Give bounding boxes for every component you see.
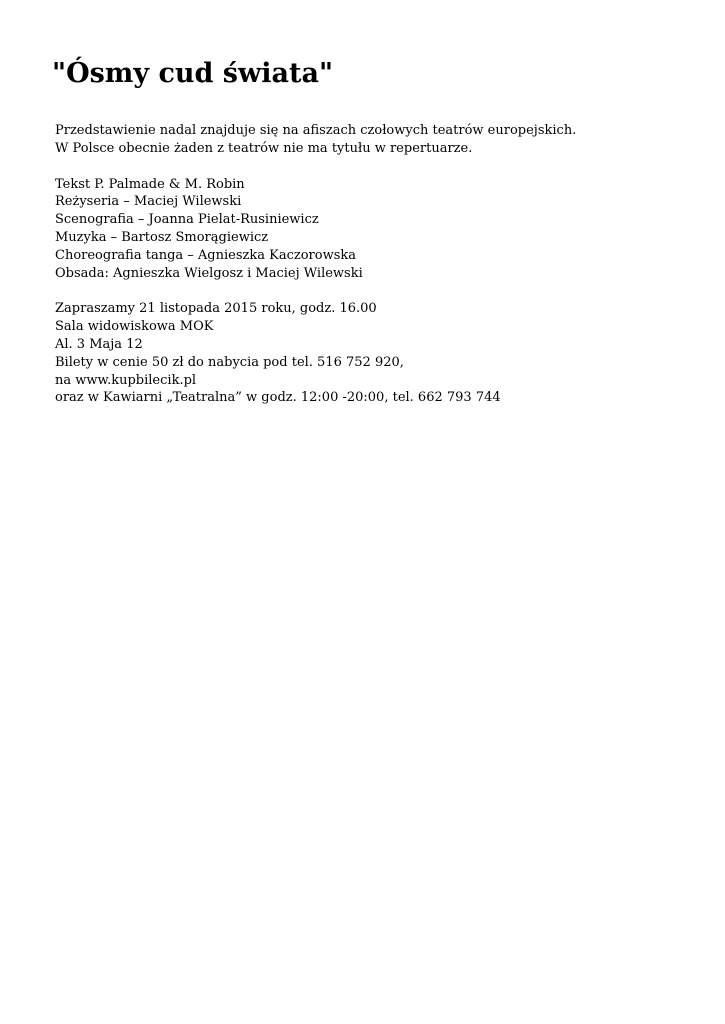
event-venue: Sala widowiskowa MOK <box>55 319 214 335</box>
intro-line-1: Przedstawienie nadal znajduje się na afiszach czołowych teatrów europejskich. <box>55 123 577 138</box>
intro-paragraph <box>55 122 695 158</box>
credit-choreography: Choreografia tanga – Agnieszka Kaczorowska <box>55 247 357 263</box>
event-address: Al. 3 Maja 12 <box>55 336 143 352</box>
credit-text: Tekst P. Palmade & M. Robin <box>55 176 245 192</box>
event-date: Zapraszamy 21 listopada 2015 roku, godz. 16.00 <box>55 301 377 317</box>
intro-line-2: W Polsce obecnie żaden z teatrów nie ma tytułu w repertuarze. <box>55 140 473 156</box>
credit-direction: Reżyseria – Maciej Wilewski <box>55 194 242 210</box>
credits-paragraph <box>55 176 695 283</box>
ticket-website: na www.kupbilecik.pl <box>55 372 197 388</box>
ticket-price: Bilety w cenie 50 zł do nabycia pod tel. 516 752 920, <box>55 354 404 370</box>
event-info-paragraph <box>55 300 695 407</box>
credit-cast: Obsada: Agnieszka Wielgosz i Maciej Wilewski <box>55 265 363 281</box>
credit-scenography: Scenografia – Joanna Pielat-Rusiniewicz <box>55 212 319 228</box>
document-body <box>55 122 695 425</box>
page-title: "Ósmy cud świata" <box>52 58 334 89</box>
credit-music: Muzyka – Bartosz Smorągiewicz <box>55 229 269 245</box>
ticket-cafe: oraz w Kawiarni „Teatralna” w godz. 12:00 -20:00, tel. 662 793 744 <box>55 390 501 406</box>
